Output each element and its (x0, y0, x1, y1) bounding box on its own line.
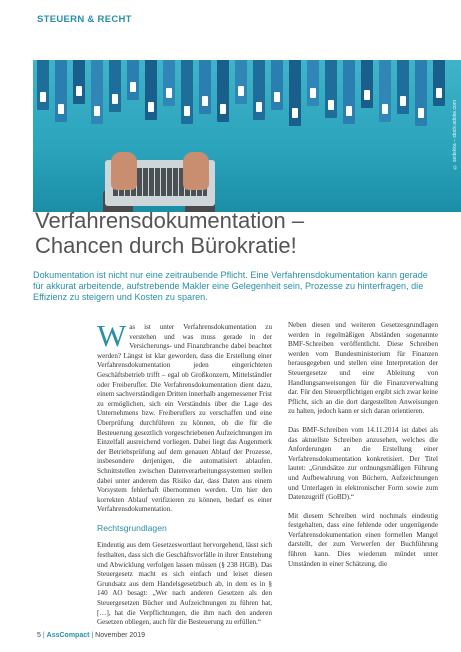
paragraph: Eindeutig aus dem Gesetzeswortlaut hervorgehend, lässt sich festhalten, dass sich die Geschäftsvorfälle in ihrer Entstehung und Abwicklung verfolgen lassen müssen (§ 238 HGB). Das Steuergesetz macht es sich einfach und leiset diesen Grundsatz aus dem Handelsgesetzbuch ab, in dem es in § 140 AO besagt: „Wer nach anderen Gesetzen als den Steuergesetzen Bücher und Aufzeichnungen zu führen hat, […], hat die Verpflichtungen, die ihm nach den anderen Gesetzen obliegen, auch für die Besteuerung zu erfüllen.“ (97, 541, 272, 627)
hero-image (33, 60, 461, 212)
paragraph (97, 318, 272, 515)
subheading: Rechtsgrundlagen (97, 522, 167, 533)
photo-credit: © sedekka – stock.adobe.com (452, 100, 458, 170)
paragraph: Mit diesem Schreiben wird nochmals eindeutig festgehalten, dass eine fehlende oder ungenügende Verfahrensdokumentation einen formellen Mangel darstellt, der zum Verwerfen der Buchführung führen kann. Dies wiederum mündet unter Umständen in einer Schätzung, die (288, 511, 438, 568)
drop-cap: W (97, 318, 127, 353)
issue-date: November 2019 (95, 632, 145, 639)
brand-logo: AssCompact (46, 632, 90, 639)
column-left (97, 318, 272, 637)
intro-lead: Dokumentation ist nicht nur eine zeitraubende Pflicht. Eine Verfahrensdokumentation kann gerade für akkurat arbeitende, aufstrebende Makler eine Gelegenheit sein, Prozesse zu hinterfragen, die Effizienz zu steigern und Kosten zu sparen. (33, 270, 428, 303)
title-line-1: Verfahrensdokumentation – (35, 208, 305, 233)
paragraph: Neben diesen und weiteren Gesetzesgrundlagen werden in regelmäßigen Abständen sogenannte BMF-Schreiben veröffentlicht. Diese Schreiben werden vom Bundesministerium für Finanzen herausgegeben und stellen eine Interpretation der Steuergesetze und eine Ableitung von Handlungsanweisungen für die Finanzverwaltung dar. Für den Steuerpflichtigen ergibt sich zwar keine Pflicht, sich an die dort dargestellten Anweisungen zu halten, jedoch kann er sich daran orientieren. (288, 321, 438, 416)
page-number: 5 (37, 632, 41, 639)
title-line-2: Chancen durch Bürokratie! (35, 233, 297, 258)
footer-separator: | (42, 632, 45, 639)
column-right (288, 321, 438, 578)
section-label: STEUERN & RECHT (37, 14, 132, 25)
footer-separator: | (91, 632, 94, 639)
paragraph: Das BMF-Schreiben vom 14.11.2014 ist dabei als das aktuellste Schreiben anzusehen, welches die Anforderungen an die Erstellung einer Verfahrensdokumentation konkretisiert. Der Titel lautet: „Grundsätze zur ordnungsmäßigen Führung und Aufbewahrung von Büchern, Aufzeichnungen und Unterlagen in elektronischer Form sowie zum Datenzugriff (GoBD).“ (288, 425, 438, 502)
paragraph-text: as ist unter Verfahrensdokumentation zu verstehen und was muss gerade in der Versicherungs- und Finanzbranche dabei beachtet werden? Längst ist klar geworden, dass die Erstellung einer Verfahrensdokumentation jeden eingerichteten Geschäftsbetrieb trifft – egal ob Großkonzern, Mittelständler oder Freiberufler. Die Verfahrensdokumentation dient dazu, einem sachverständigen Dritten innerhalb angemessener Frist zu ermöglichen, sich ein Verständnis über die Lage des Unternehmens bzw. Freiberuflers zu verschaffen und eine Überprüfung durchführen zu können, ob die für die Besteuerung geseztlich vorgeschriebenen Aufzeichnungen im Einzelfall ausreichend vorliegen. Dabei liegt das Augenmerk der Betriebsprüfung auf dem genauen Ablauf der Prozesse, insbesondere derjenigen, die automatisiert ablaufen. Schnittstellen zwischen Datenverarbeitungssystemen stellen dabei unter anderem das Risiko dar, dass Daten aus einem Vorsystem fehlerhaft übernommen werden. Um hier den korrekten Ablauf verifizieren zu können, bedarf es einer Verfahrensdokumentation. (97, 323, 272, 514)
article-title (35, 208, 435, 258)
page-footer (37, 632, 145, 639)
